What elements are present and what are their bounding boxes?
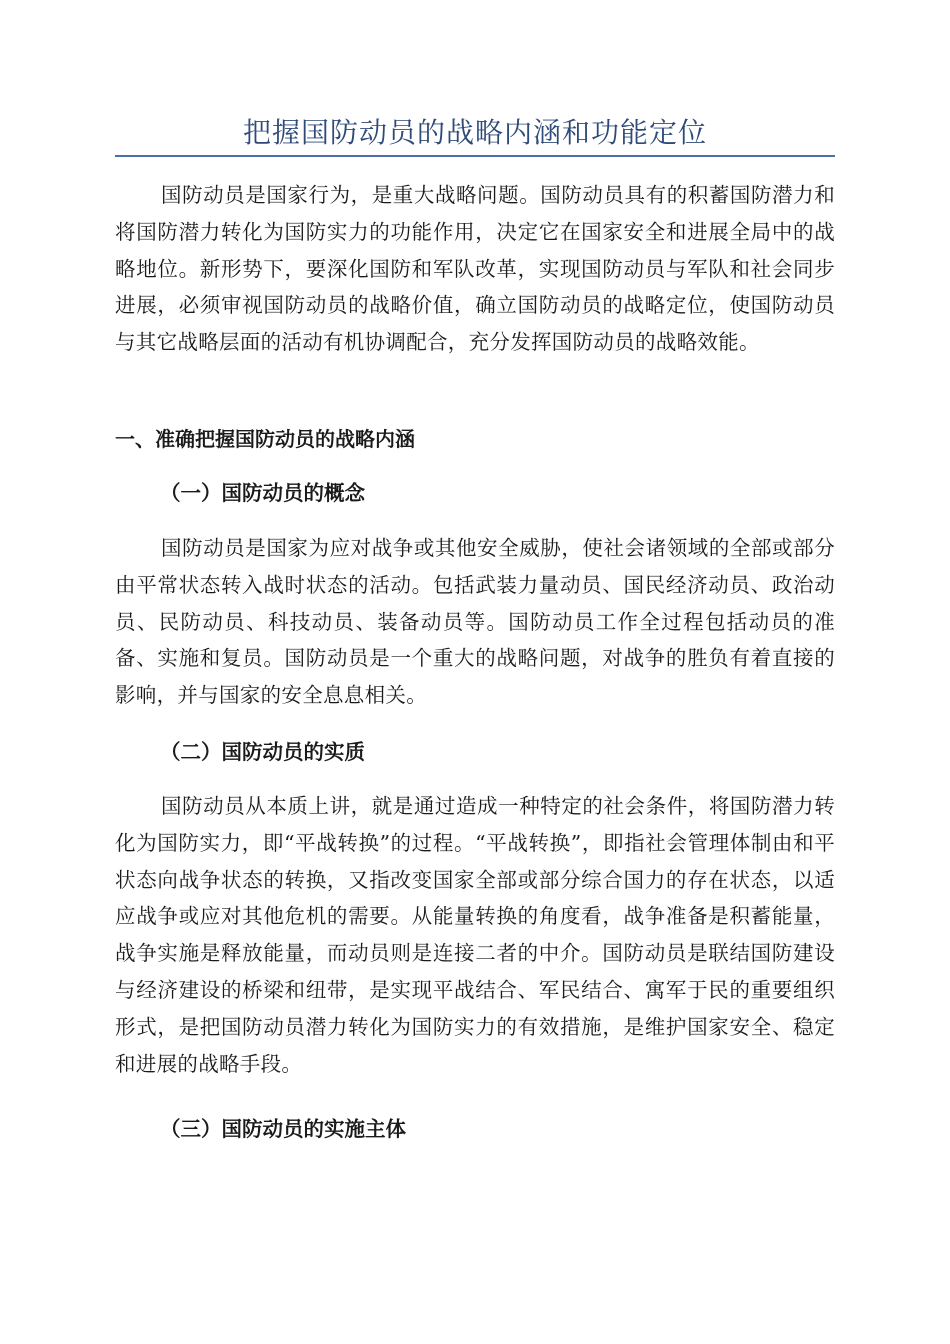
essence-paragraph: 国防动员从本质上讲，就是通过造成一种特定的社会条件，将国防潜力转化为国防实力，即“平战转换”的过程。“平战转换”，即指社会管理体制由和平状态向战争状态的转换，又指改变国家全部或部分综合国力的存在状态，以适应战争或应对其他危机的需要。从能量转换的角度看，战争准备是积蓄能量，战争实施是释放能量，而动员则是连接二者的中介。国防动员是联结国防建设与经济建设的桥梁和纽带，是实现平战结合、军民结合、寓军于民的重要组织形式，是把国防动员潜力转化为国防实力的有效措施，是维护国家安全、稳定和进展的战略手段。 [115, 794, 835, 1076]
title-underline [115, 155, 835, 157]
sub-heading-concept: （一）国防动员的概念 [160, 481, 365, 505]
section-heading-1: 一、准确把握国防动员的战略内涵 [115, 427, 415, 451]
sub-heading-subject: （三）国防动员的实施主体 [160, 1117, 406, 1141]
document-title: 把握国防动员的战略内涵和功能定位 [242, 116, 707, 149]
intro-paragraph: 国防动员是国家行为，是重大战略问题。国防动员具有的积蓄国防潜力和将国防潜力转化为国防实力的功能作用，决定它在国家安全和进展全局中的战略地位。新形势下，要深化国防和军队改革，实现国防动员与军队和社会同步进展，必须审视国防动员的战略价值，确立国防动员的战略定位，使国防动员与其它战略层面的活动有机协调配合，充分发挥国防动员的战略效能。 [115, 183, 835, 355]
sub-heading-essence: （二）国防动员的实质 [160, 740, 365, 764]
concept-paragraph: 国防动员是国家为应对战争或其他安全威胁，使社会诸领域的全部或部分由平常状态转入战时状态的活动。包括武装力量动员、国民经济动员、政治动员、民防动员、科技动员、装备动员等。国防动员工作全过程包括动员的准备、实施和复员。国防动员是一个重大的战略问题，对战争的胜负有着直接的影响，并与国家的安全息息相关。 [115, 536, 835, 708]
